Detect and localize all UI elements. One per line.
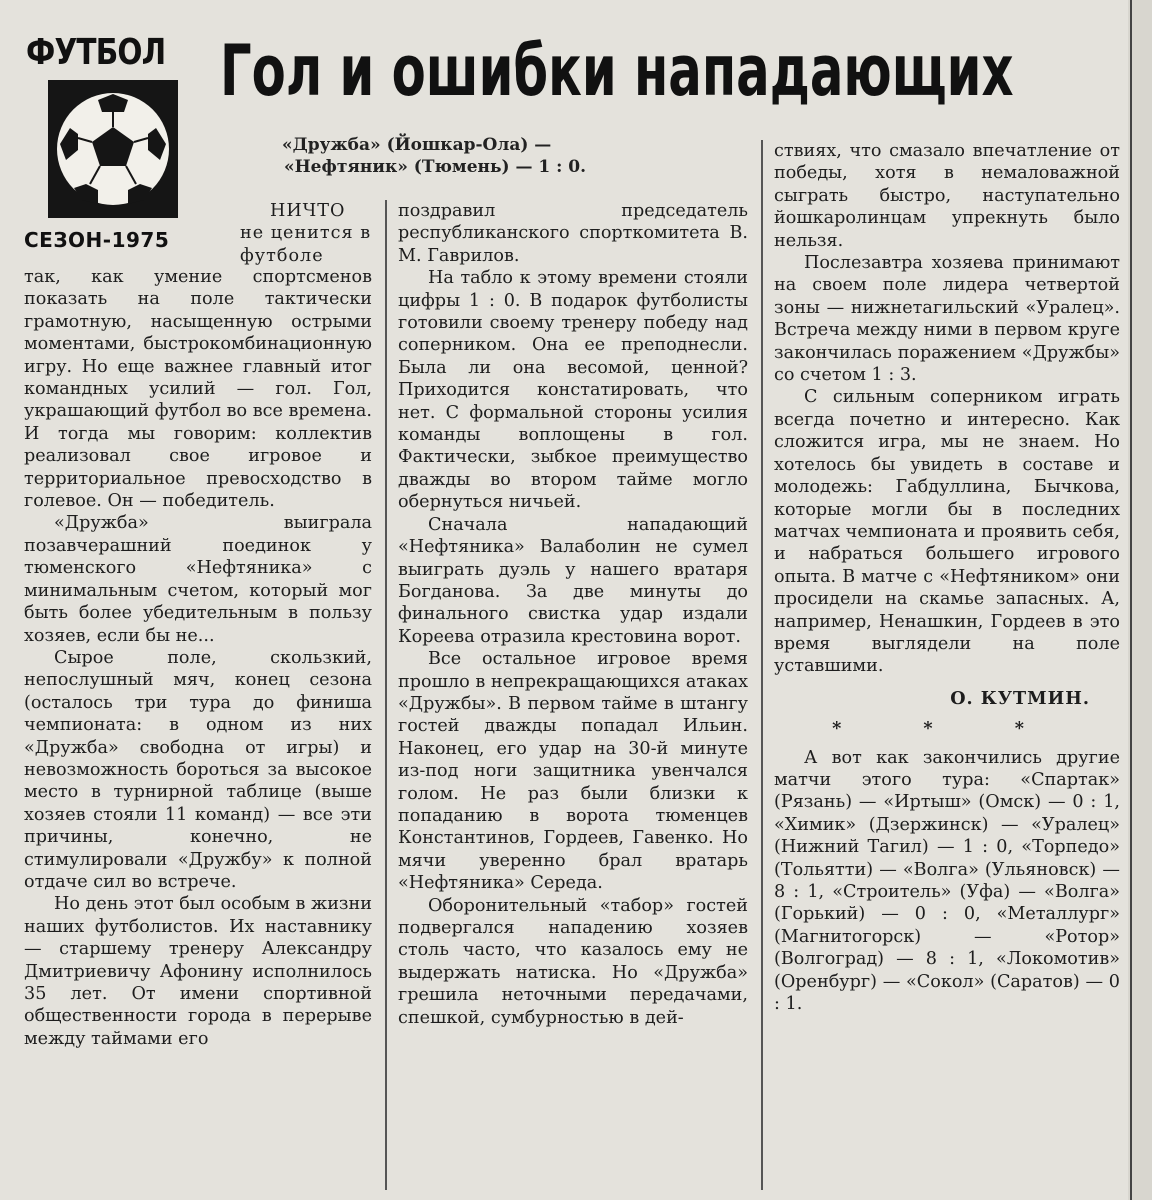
match-result-line-2: «Нефтяник» (Тюмень) — 1 : 0.: [284, 157, 587, 177]
match-result: [282, 134, 586, 178]
page-edge-line: [1130, 0, 1132, 1200]
column-rule: [385, 200, 387, 1190]
column-rule: [761, 140, 763, 1190]
paragraph: Но день этот был особым в жизни наших футболистов. Их наставнику — старшему тренеру Александру Дмитриевичу Афонину исполнилось 35 лет. От имени спортивной общественности города в перерыве между таймами его: [24, 894, 372, 1049]
rubric-title: ФУТБОЛ: [26, 32, 166, 73]
paragraph: «Дружба» выиграла позавчерашний поединок у тюменского «Нефтяника» с минимальным счетом, который мог быть более убедительным в пользу хозяев, если бы не...: [24, 513, 372, 646]
lead-start: [240, 200, 372, 267]
rubric-season: СЕЗОН-1975: [24, 228, 170, 252]
paragraph: Все остальное игровое время прошло в непрекращающихся атаках «Дружбы». В первом тайме в штангу гостей дважды попадал Ильин. Наконец, его удар на 30-й минуте из-под ноги защитника увенчался голом. Не раз были близки к попаданию в ворота тюменцев Константинов, Гордеев, Гавенко. Но мячи уверенно брал вратарь «Нефтяника» Середа.: [398, 649, 748, 894]
column-3: [774, 140, 1120, 1015]
paragraph: ствиях, что смазало впечатление от победы, хотя в немаловажной сыграть быстро, наступательно йошкаролинцам упрекнуть было нельзя.: [774, 141, 1120, 251]
paragraph: С сильным соперником играть всегда почетно и интересно. Как сложится игра, мы не знаем. Но хотелось бы увидеть в составе и молодежь: Габдуллина, Бычкова, которые могли бы в последних матчах чемпионата и проявить себя, и набраться большего игрового опыта. В матче с «Нефтяником» они просидели на скамье запасных. А, например, Ненашкин, Гордеев в это время выглядели на поле уставшими.: [774, 387, 1120, 677]
paragraph: Оборонительный «табор» гостей подвергался нападению хозяев столь часто, что казалось ему не выдержать натиска. Но «Дружба» грешила неточными передачами, спешкой, сумбурностью в дей-: [398, 895, 748, 1028]
headline: Гол и ошибки нападающих: [220, 30, 1014, 112]
paragraph: Сырое поле, скользкий, непослушный мяч, конец сезона (осталось три тура до финиша чемпионата: в одном из них «Дружба» свободна от игры) и невозможность бороться за высокое место в турнирной таблице (выше хозяев стояли 11 команд) — все эти причины, конечно, не стимулировали «Дружбу» к полной отдаче сил во встрече.: [24, 647, 372, 892]
lead-paragraph-start: НИЧТО не ценится в футболе: [240, 201, 372, 266]
column-1: [24, 266, 372, 1050]
paragraph: поздравил председатель республиканского спорткомитета В. М. Гаврилов.: [398, 201, 748, 266]
paragraph: Сначала нападающий «Нефтяника» Валаболин не сумел выиграть дуэль у нашего вратаря Богданова. За две минуты до финального свистка удар издали Кореева отразила крестовина ворот.: [398, 514, 748, 647]
paragraph: Послезавтра хозяева принимают на своем поле лидера четвертой зоны — нижнетагильский «Уралец». Встреча между ними в первом круге закончилась поражением «Дружбы» со счетом 1 : 3.: [774, 253, 1120, 386]
author-signature: О. КУТМИН.: [950, 687, 1090, 709]
rubric-block: [20, 18, 188, 250]
other-results-paragraph: А вот как закончились другие матчи этого тура: «Спартак» (Рязань) — «Иртыш» (Омск) — 0 : 1, «Химик» (Дзержинск) — «Уралец» (Нижний Тагил) — 1 : 0, «Торпедо» (Тольятти) — «Волга» (Ульяновск) — 8 : 1, «Строитель» (Уфа) — «Волга» (Горький) — 0 : 0, «Металлург» (Магнитогорск) — «Ротор» (Волгоград) — 8 : 1, «Локомотив» (Оренбург) — «Сокол» (Саратов) — 0 : 1.: [774, 747, 1120, 1015]
paragraph: так, как умение спортсменов показать на поле тактически грамотную, насыщенную острыми моментами, быстрокомбинационную игру. Но еще важнее главный итог командных усилий — гол. Гол, украшающий футбол во все времена. И тогда мы говорим: коллектив реализовал свое игровое и территориальное превосходство в голевое. Он — победитель.: [24, 267, 372, 512]
section-separator: * * *: [832, 718, 1062, 740]
column-2: [398, 200, 748, 1029]
match-result-line-1: «Дружба» (Йошкар-Ола) —: [282, 135, 552, 155]
paragraph: На табло к этому времени стояли цифры 1 : 0. В подарок футболисты готовили своему тренеру победу над соперником. Она ее преподнесли. Была ли она весомой, ценной? Приходится констатировать, что нет. С формальной стороны усилия команды воплощены в гол. Фактически, зыбкое преимущество дважды во втором тайме могло обернуться ничьей.: [398, 268, 748, 513]
soccer-ball-icon: [48, 80, 178, 218]
